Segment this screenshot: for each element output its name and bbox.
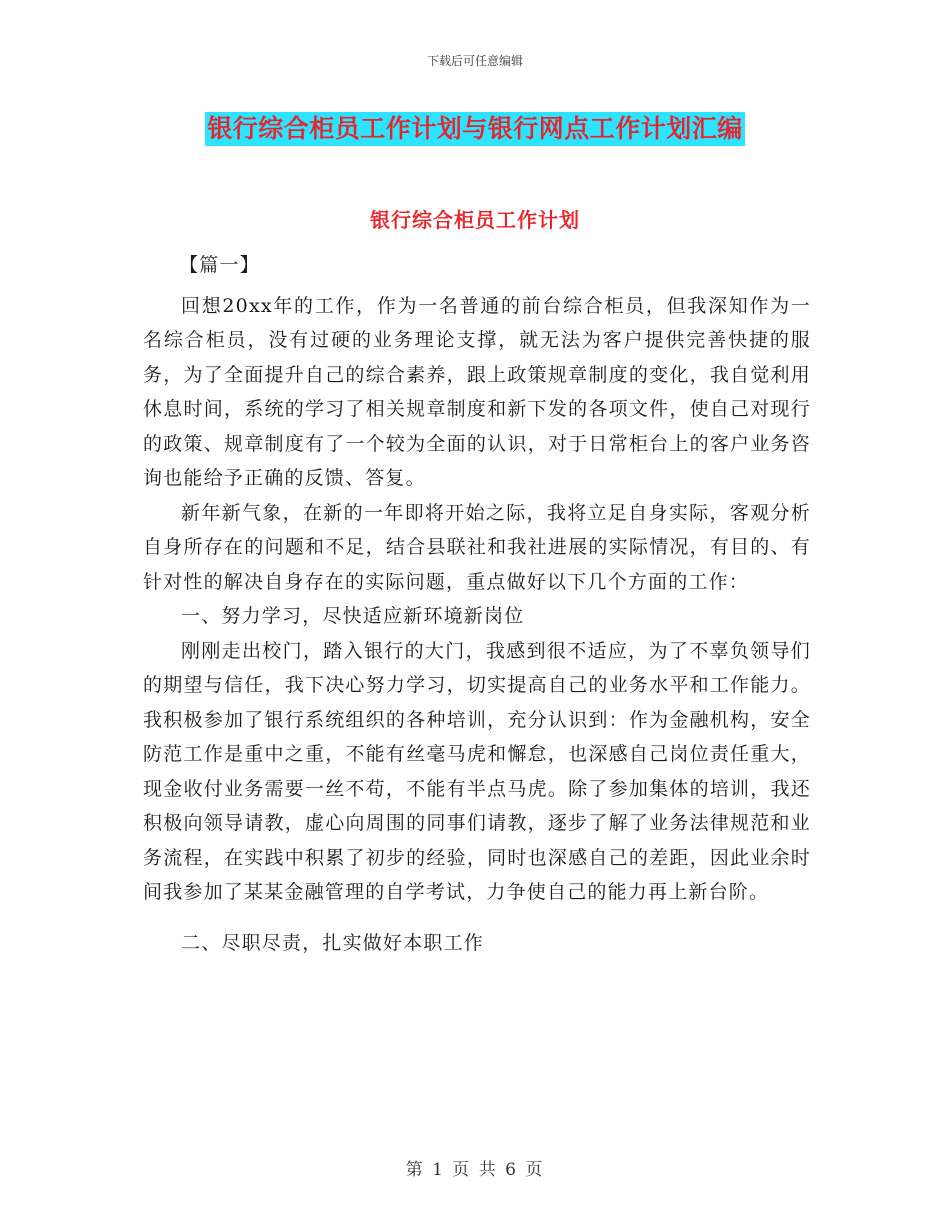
paragraph: 回想20xx年的工作，作为一名普通的前台综合柜员，但我深知作为一名综合柜员，没有过硬的业务理论支撑，就无法为客户提供完善快捷的服务，为了全面提升自己的综合素养，跟上政策规章制度的变化，我自觉利用休息时间，系统的学习了相关规章制度和新下发的各项文件，使自己对现行的政策、规章制度有了一个较为全面的认识，对于日常柜台上的客户业务咨询也能给予正确的反馈、答复。	[143, 294, 811, 489]
header-note: 下载后可任意编辑	[426, 54, 523, 68]
section-title: 银行综合柜员工作计划	[370, 208, 580, 232]
paragraph: 新年新气象，在新的一年即将开始之际，我将立足自身实际，客观分析自身所存在的问题和不足，结合县联社和我社进展的实际情况，有目的、有针对性的解决自身存在的实际问题，重点做好以下几个方面的工作：	[143, 501, 811, 593]
page-indicator: 第 1 页 共 6 页	[405, 1160, 545, 1180]
subheading: 二、尽职尽责，扎实做好本职工作	[181, 931, 485, 954]
document-title-container	[0, 112, 950, 146]
subheading: 一、努力学习，尽快适应新环境新岗位	[181, 605, 525, 627]
part-label: 【篇一】	[179, 254, 260, 276]
paragraph: 刚刚走出校门，踏入银行的大门，我感到很不适应，为了不辜负领导们的期望与信任，我下决心努力学习，切实提高自己的业务水平和工作能力。我积极参加了银行系统组织的各种培训，充分认识到：作为金融机构，安全防范工作是重中之重，不能有丝毫马虎和懈怠，也深感自己岗位责任重大，现金收付业务需要一丝不苟，不能有半点马虎。除了参加集体的培训，我还积极向领导请教，虚心向周围的同事们请教，逐步了解了业务法律规范和业务流程，在实践中积累了初步的经验，同时也深感自己的差距，因此业余时间我参加了某某金融管理的自学考试，力争使自己的能力再上新台阶。	[143, 639, 811, 903]
document-title: 银行综合柜员工作计划与银行网点工作计划汇编	[205, 112, 745, 146]
document-body	[143, 248, 811, 960]
